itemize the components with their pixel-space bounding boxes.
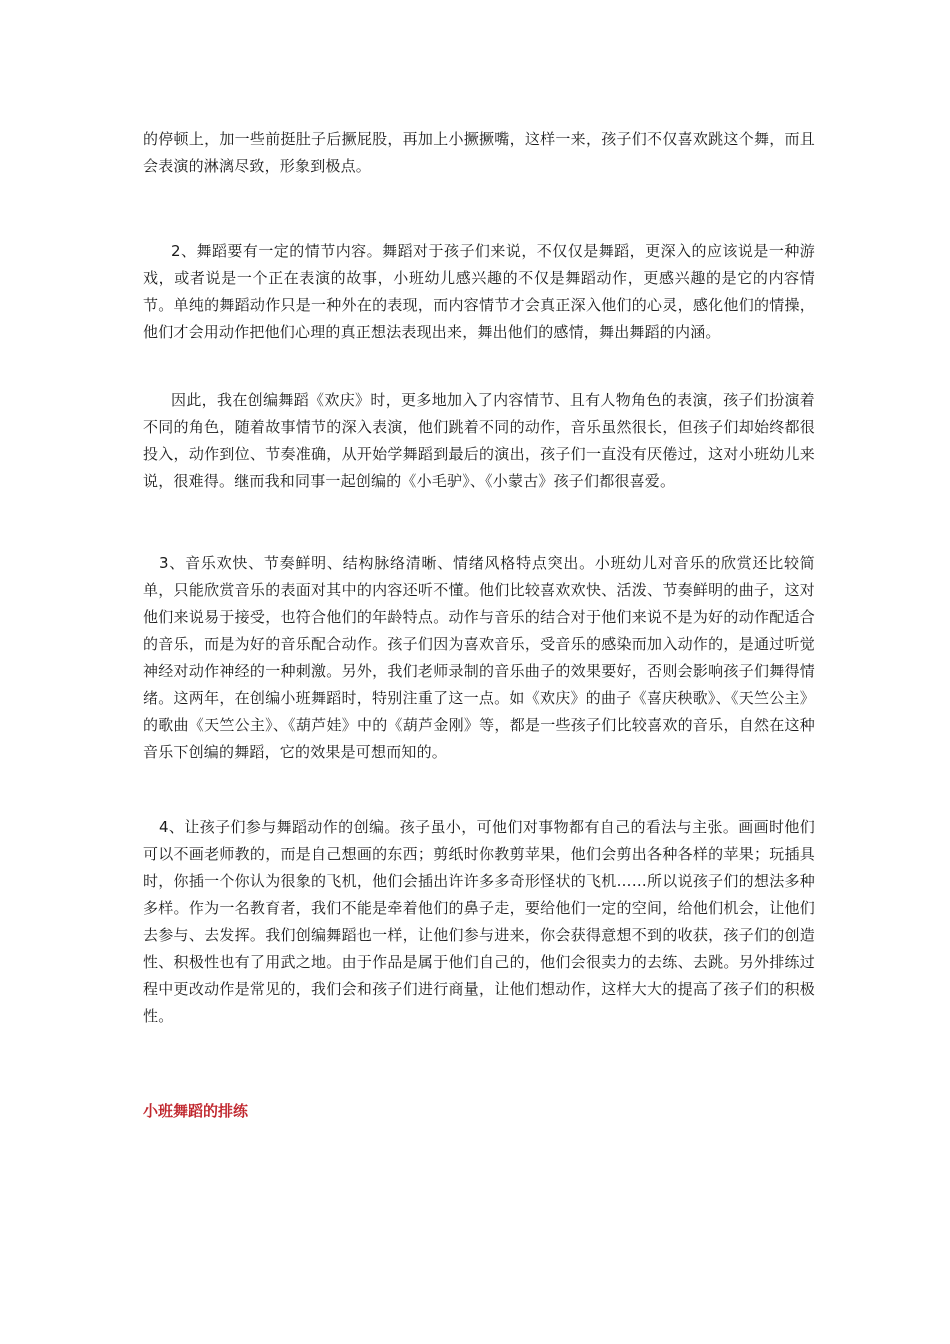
paragraph-point-3: 3、音乐欢快、节奏鲜明、结构脉络清晰、情绪风格特点突出。小班幼儿对音乐的欣赏还比较简单，只能欣赏音乐的表面对其中的内容还听不懂。他们比较喜欢欢快、活泼、节奏鲜明的曲子，这对他们来说易于接受，也符合他们的年龄特点。动作与音乐的结合对于他们来说不是为好的动作配适合的音乐，而是为好的音乐配合动作。孩子们因为喜欢音乐，受音乐的感染而加入动作的，是通过听觉神经对动作神经的一种刺激。另外，我们老师录制的音乐曲子的效果要好，否则会影响孩子们舞得情绪。这两年，在创编小班舞蹈时，特别注重了这一点。如《欢庆》的曲子《喜庆秧歌》、《天竺公主》的歌曲《天竺公主》、《葫芦娃》中的《葫芦金刚》等，都是一些孩子们比较喜欢的音乐，自然在这种音乐下创编的舞蹈，它的效果是可想而知的。 bbox=[143, 554, 815, 761]
paragraph-continuation: 的停顿上，加一些前挺肚子后撅屁股，再加上小撅撅嘴，这样一来，孩子们不仅喜欢跳这个舞，而且会表演的淋漓尽致，形象到极点。 bbox=[143, 130, 815, 175]
paragraph-example-huanqing: 因此，我在创编舞蹈《欢庆》时，更多地加入了内容情节、且有人物角色的表演，孩子们扮演着不同的角色，随着故事情节的深入表演，他们跳着不同的动作，音乐虽然很长，但孩子们却始终都很投入，动作到位、节奏准确，从开始学舞蹈到最后的演出，孩子们一直没有厌倦过，这对小班幼儿来说，很难得。继而我和同事一起创编的《小毛驴》、《小蒙古》孩子们都很喜爱。 bbox=[143, 391, 815, 490]
paragraph-point-2: 2、舞蹈要有一定的情节内容。舞蹈对于孩子们来说，不仅仅是舞蹈，更深入的应该说是一种游戏，或者说是一个正在表演的故事，小班幼儿感兴趣的不仅是舞蹈动作，更感兴趣的是它的内容情节。单纯的舞蹈动作只是一种外在的表现，而内容情节才会真正深入他们的心灵，感化他们的情操，他们才会用动作把他们心理的真正想法表现出来，舞出他们的感情，舞出舞蹈的内涵。 bbox=[143, 242, 815, 341]
section-heading: 小班舞蹈的排练 bbox=[143, 1102, 249, 1120]
paragraph-point-4: 4、让孩子们参与舞蹈动作的创编。孩子虽小，可他们对事物都有自己的看法与主张。画画时他们可以不画老师教的，而是自己想画的东西；剪纸时你教剪苹果，他们会剪出各种各样的苹果；玩插具时，你插一个你认为很象的飞机，他们会插出许许多多奇形怪状的飞机……所以说孩子们的想法多种多样。作为一名教育者，我们不能是牵着他们的鼻子走，要给他们一定的空间，给他们机会，让他们去参与、去发挥。我们创编舞蹈也一样，让他们参与进来，你会获得意想不到的收获，孩子们的创造性、积极性也有了用武之地。由于作品是属于他们自己的，他们会很卖力的去练、去跳。另外排练过程中更改动作是常见的，我们会和孩子们进行商量，让他们想动作，这样大大的提高了孩子们的积极性。 bbox=[143, 818, 815, 1025]
